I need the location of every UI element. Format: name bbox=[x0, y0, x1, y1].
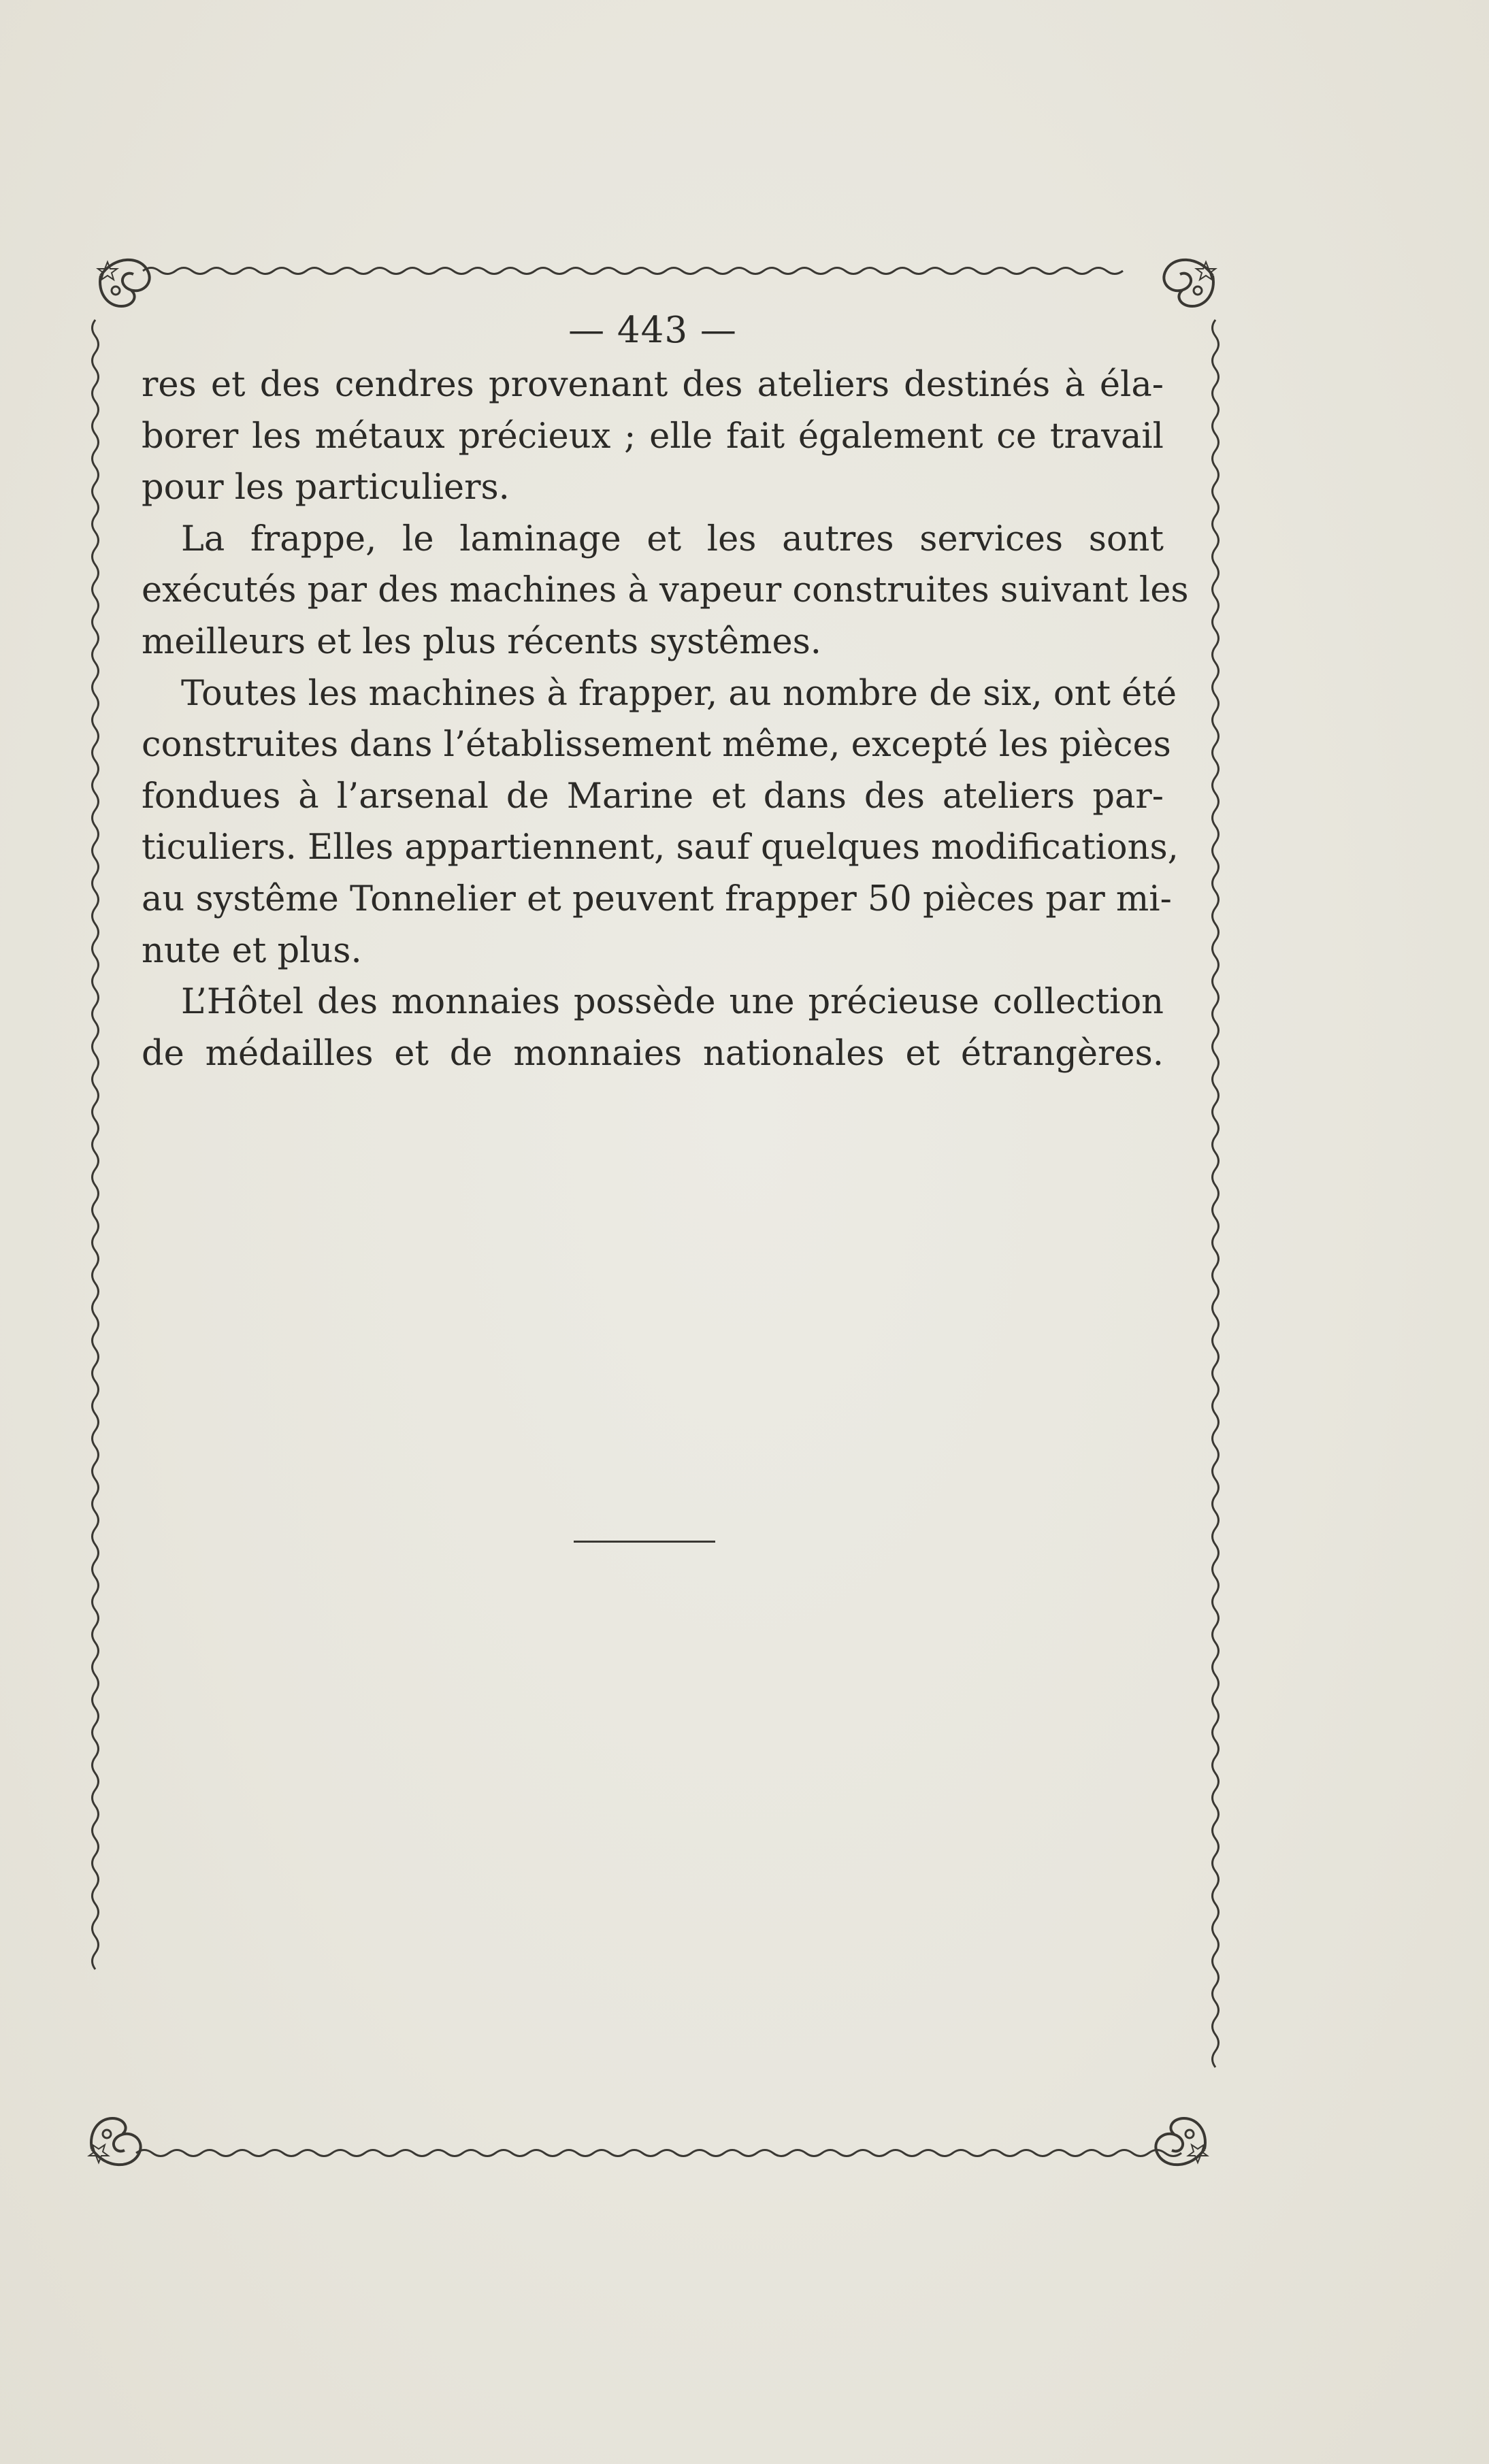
text-line: construites dans l’établissement même, excepté les pièces bbox=[142, 725, 1171, 766]
text-line: L’Hôtel des monnaies possède une précieuse collection bbox=[181, 982, 1164, 1023]
paragraph-2 bbox=[142, 514, 1189, 668]
border-left bbox=[93, 320, 99, 1969]
text-line: La frappe, le laminage et les autres services sont bbox=[181, 519, 1164, 559]
paragraph-1 bbox=[142, 359, 1164, 514]
text-line: ticuliers. Elles appartiennent, sauf quelques modifications, bbox=[142, 827, 1179, 868]
paragraph-4 bbox=[142, 976, 1164, 1079]
corner-ornament-bottom-left bbox=[89, 2118, 141, 2165]
text-line: res et des cendres provenant des ateliers destinés à éla- bbox=[142, 365, 1164, 405]
text-line: Toutes les machines à frapper, au nombre de six, ont été bbox=[181, 673, 1177, 714]
text-line: nute et plus. bbox=[142, 930, 362, 971]
text-block bbox=[142, 303, 1189, 1079]
text-line: pour les particuliers. bbox=[142, 467, 510, 508]
border-right bbox=[1213, 320, 1219, 2067]
border-top bbox=[143, 268, 1123, 274]
text-line: meilleurs et les plus récents systêmes. bbox=[142, 621, 822, 662]
paragraph-3 bbox=[142, 668, 1179, 977]
page-number: — 443 — bbox=[568, 310, 737, 351]
text-line: fondues à l’arsenal de Marine et dans des ateliers par- bbox=[142, 776, 1164, 817]
text-line: exécutés par des machines à vapeur construites suivant les bbox=[142, 570, 1189, 611]
corner-ornament-top-left bbox=[98, 260, 150, 306]
text-line: au systême Tonnelier et peuvent frapper 50 pièces par mi- bbox=[142, 878, 1172, 919]
corner-ornament-top-right bbox=[1164, 260, 1215, 306]
section-end-rule bbox=[574, 1541, 715, 1543]
corner-ornament-bottom-right bbox=[1156, 2118, 1207, 2165]
text-line: de médailles et de monnaies nationales et étrangères. bbox=[142, 1033, 1164, 1074]
text-line: borer les métaux précieux ; elle fait également ce travail bbox=[142, 416, 1164, 457]
border-bottom bbox=[136, 2150, 1181, 2156]
